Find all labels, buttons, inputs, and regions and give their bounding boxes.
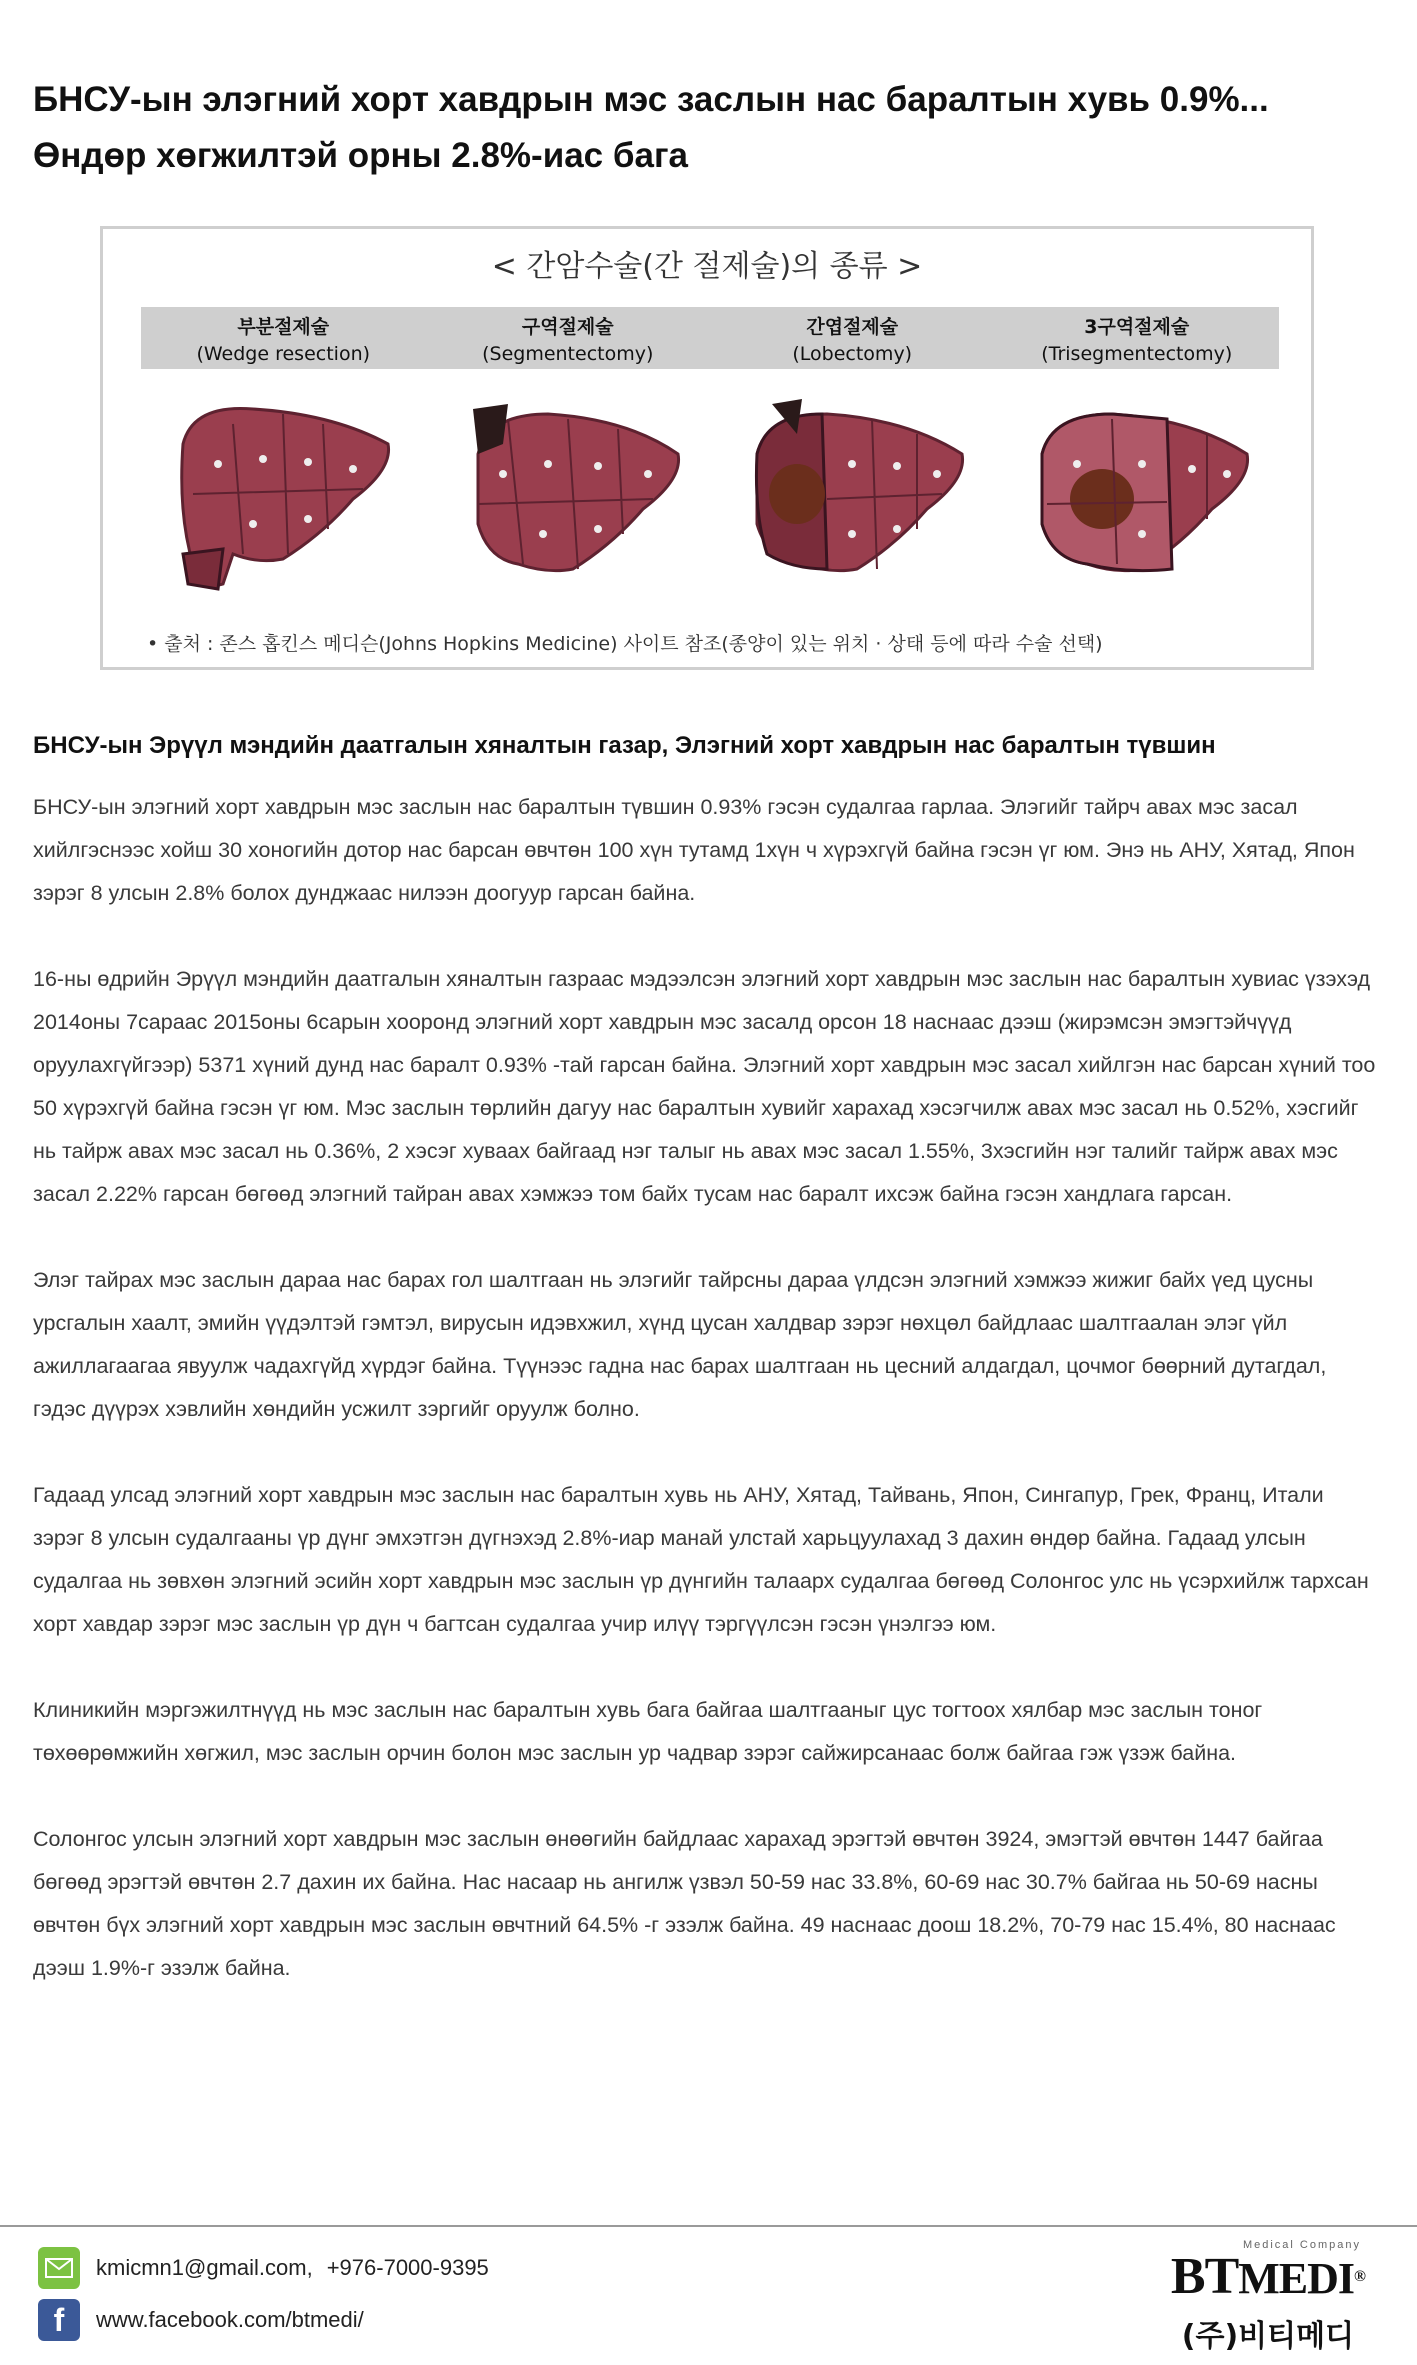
brand-bt: BT (1170, 2248, 1239, 2305)
column-english-label: (Wedge resection) (196, 342, 371, 365)
liver-lobe-illustration (710, 379, 995, 619)
liver-segment-illustration (426, 379, 711, 619)
email-link[interactable]: kmicmn1@gmail.com, (96, 2255, 313, 2280)
column-korean-label: 구역절제술 (521, 315, 614, 338)
figure-column-lobe (710, 307, 995, 369)
figure-title: < 간암수술(간 절제술)의 종류 > (491, 249, 923, 284)
mail-icon (38, 2247, 80, 2289)
registered-mark: ® (1354, 2268, 1365, 2285)
paragraph: БНСУ-ын элэгний хорт хавдрын мэс заслын нас баралтын түвшин 0.93% гэсэн судалгаа гарлаа. Элэгийг тайрч авах мэс засал хийлгэснээс хойш 30 хоногийн дотор нас барсан өвчтөн 100 хүн тутамд 1хүн ч хүрэхгүй байна гэсэн үг юм. Энэ нь АНУ, Хятад, Япон зэрэг 8 улсын 2.8% болох дунджаас нилээн доогуур гарсан байна. (33, 795, 1355, 905)
figure-column-segment (426, 307, 711, 369)
brand-tagline: Medical Company (1242, 2239, 1361, 2251)
article-body (33, 786, 1378, 2033)
figure-column-trisegment (995, 307, 1280, 369)
figure-column-wedge (141, 307, 426, 369)
figure-source-note: • 출처 : 존스 홉킨스 메디슨(Johns Hopkins Medicine) 사이트 참조(종양이 있는 위치 · 상태 등에 따라 수술 선택) (147, 633, 1103, 655)
liver-trisegment-illustration (995, 379, 1280, 619)
phone-number[interactable]: +976-7000-9395 (326, 2255, 489, 2280)
section-subheading: БНСУ-ын Эрүүл мэндийн даатгалын хяналтын газар, Элэгний хорт хавдрын нас баралтын түвшин (33, 732, 1216, 759)
liver-wedge-illustration (141, 379, 426, 619)
email-contact (38, 2247, 489, 2289)
facebook-contact (38, 2299, 364, 2341)
paragraph: Клиникийн мэргэжилтнүүд нь мэс заслын нас баралтын хувь бага байгаа шалтгааныг цус тогтоох хялбар мэс заслын тоног төхөөрөмжийн хөгжил, мэс заслын орчин болон мэс заслын ур чадвар зэрэг сайжирсанаас болж байгаа гэж үзэж байна. (33, 1698, 1263, 1765)
column-korean-label: 부분절제술 (237, 315, 330, 338)
article-headline (33, 72, 1393, 184)
paragraph: Гадаад улсад элэгний хорт хавдрын мэс заслын нас баралтын хувь нь АНУ, Хятад, Тайвань, Япон, Сингапур, Грек, Франц, Итали зэрэг 8 улсын судалгааны үр дүнг эмхэтгэн дүгнэхэд 2.8%-иар манай улстай харьцуулахад 3 дахин өндөр байна. Гадаад улсын судалгаа нь зөвхөн элэгний эсийн хорт хавдрын мэс заслын үр дүнгийн талаарх судалгаа бөгөөд Солонгос улс нь үсэрхийлж тархсан хорт хавдар зэрэг мэс заслын үр дүн ч багтсан судалгаа учир илүү тэргүүлсэн гэсэн үнэлгээ юм. (33, 1483, 1369, 1636)
column-english-label: (Lobectomy) (792, 342, 913, 365)
footer (0, 2225, 1417, 2365)
facebook-icon: f (38, 2299, 80, 2341)
headline-line-2: Өндөр хөгжилтэй орны 2.8%-иас бага (33, 136, 689, 175)
liver-surgery-figure (100, 226, 1314, 670)
paragraph: 16-ны өдрийн Эрүүл мэндийн даатгалын хяналтын газраас мэдээлсэн элэгний хорт хавдрын мэс заслын нас баралтын хувиас үзэхэд 2014оны 7сараас 2015оны 6сарын хооронд элэгний хорт хавдрын мэс засалд орсон 18 наснаас дээш (жирэмсэн эмэгтэйчүүд оруулахгүйгээр) 5371 хүний дунд нас баралт 0.93% -тай гарсан байна. Элэгний хорт хавдрын мэс засал хийлгэн нас барсан хүний тоо 50 хүрэхгүй байна гэсэн үг юм. Мэс заслын төрлийн дагуу нас баралтын хувийг харахад хэсэгчилж авах мэс засал нь 0.52%, хэсгийг нь тайрж авах мэс засал нь 0.36%, 2 хэсэг хуваах байгаад нэг талыг нь авах мэс засал 1.55%, 3хэсгийн нэг талийг тайрж авах мэс засал 2.22% гарсан бөгөөд элэгний тайран авах хэмжээ том байх тусам нас баралт ихсэж байна гэсэн хандлага гарсан. (33, 967, 1376, 1206)
column-english-label: (Trisegmentectomy) (1041, 342, 1233, 365)
brand-korean-name: (주)비티메디 (1181, 2319, 1355, 2354)
paragraph: Солонгос улсын элэгний хорт хавдрын мэс заслын өнөөгийн байдлаас харахад эрэгтэй өвчтөн 3924, эмэгтэй өвчтөн 1447 байгаа бөгөөд эрэгтэй өвчтөн 2.7 дахин их байна. Нас насаар нь ангилж үзвэл 50-59 нас 33.8%, 60-69 нас 30.7% байгаа нь 50-69 насны өвчтөн бүх элэгний хорт хавдрын мэс заслын өвчтний 64.5% -г эзэлж байна. 49 наснаас доош 18.2%, 70-79 нас 15.4%, 80 наснаас дээш 1.9%-г эзэлж байна. (33, 1827, 1336, 1980)
figure-header-bar (141, 307, 1279, 369)
brand-logo (1171, 2239, 1365, 2355)
brand-wordmark (1170, 2248, 1365, 2305)
column-korean-label: 3구역절제술 (1084, 315, 1190, 338)
brand-medi: MEDI (1238, 2254, 1355, 2303)
facebook-link[interactable]: www.facebook.com/btmedi/ (96, 2307, 364, 2332)
liver-illustrations (141, 379, 1279, 619)
headline-line-1: БНСУ-ын элэгний хорт хавдрын мэс заслын нас баралтын хувь 0.9%... (33, 80, 1269, 119)
paragraph: Элэг тайрах мэс заслын дараа нас барах гол шалтгаан нь элэгийг тайрсны дараа үлдсэн элэгний хэмжээ жижиг байх үед цусны урсгалын хаалт, эмийн үүдэлтэй гэмтэл, вирусын идэвхжил, хүнд цусан халдвар зэрэг нөхцөл байдлаас шалтгаалан элэг үйл ажиллагаагаа явуулж чадахгүйд хүрдэг байна. Түүнээс гадна нас барах шалтгаан нь цесний алдагдал, цочмог бөөрний дутагдал, гэдэс дүүрэх хэвлийн хөндийн усжилт зэргийг оруулж болно. (33, 1268, 1327, 1421)
column-korean-label: 간엽절제술 (806, 315, 899, 338)
column-english-label: (Segmentectomy) (482, 342, 654, 365)
